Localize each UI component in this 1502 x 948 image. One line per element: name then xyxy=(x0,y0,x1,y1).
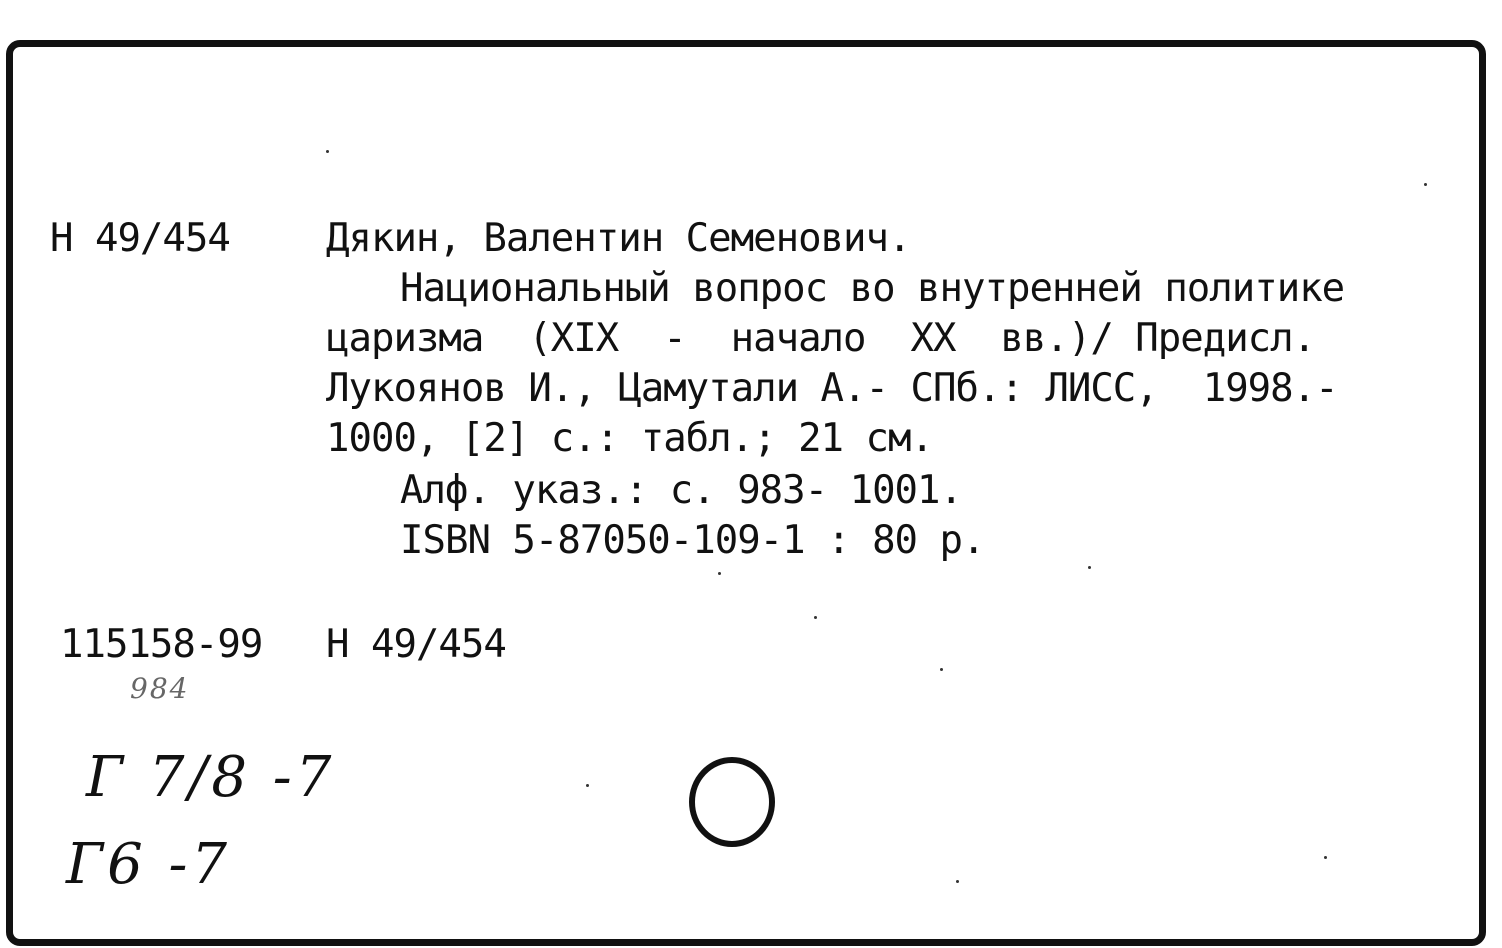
punch-hole-icon xyxy=(688,756,784,852)
speck xyxy=(586,784,589,787)
handwritten-mark-2: Г6 -7 xyxy=(66,832,232,897)
title-line-2: царизма (XIX - начало XX вв.)/ Предисл. xyxy=(326,316,1316,361)
accession-number: 115158-99 xyxy=(60,622,263,667)
author-heading: Дякин, Валентин Семенович. xyxy=(326,216,911,261)
speck xyxy=(814,616,817,619)
bottom-shelfmark: Н 49/454 xyxy=(326,622,506,667)
title-line-1: Национальный вопрос во внутренней политике xyxy=(400,266,1345,311)
isbn-price: ISBN 5-87050-109-1 : 80 р. xyxy=(400,518,985,563)
speck xyxy=(940,668,943,671)
speck xyxy=(1324,856,1327,859)
speck xyxy=(718,572,721,575)
title-line-4: 1000, [2] с.: табл.; 21 см. xyxy=(326,416,933,461)
faint-pencil-note: 984 xyxy=(130,672,190,705)
speck xyxy=(956,880,959,883)
title-line-3: Лукоянов И., Цамутали А.- СПб.: ЛИСС, 1998.- xyxy=(326,366,1338,411)
shelfmark: Н 49/454 xyxy=(50,216,230,261)
speck xyxy=(1424,183,1427,186)
speck xyxy=(1088,566,1091,569)
speck xyxy=(326,150,329,153)
handwritten-mark-1: Г 7/8 -7 xyxy=(86,745,336,810)
index-note: Алф. указ.: с. 983- 1001. xyxy=(400,468,962,513)
